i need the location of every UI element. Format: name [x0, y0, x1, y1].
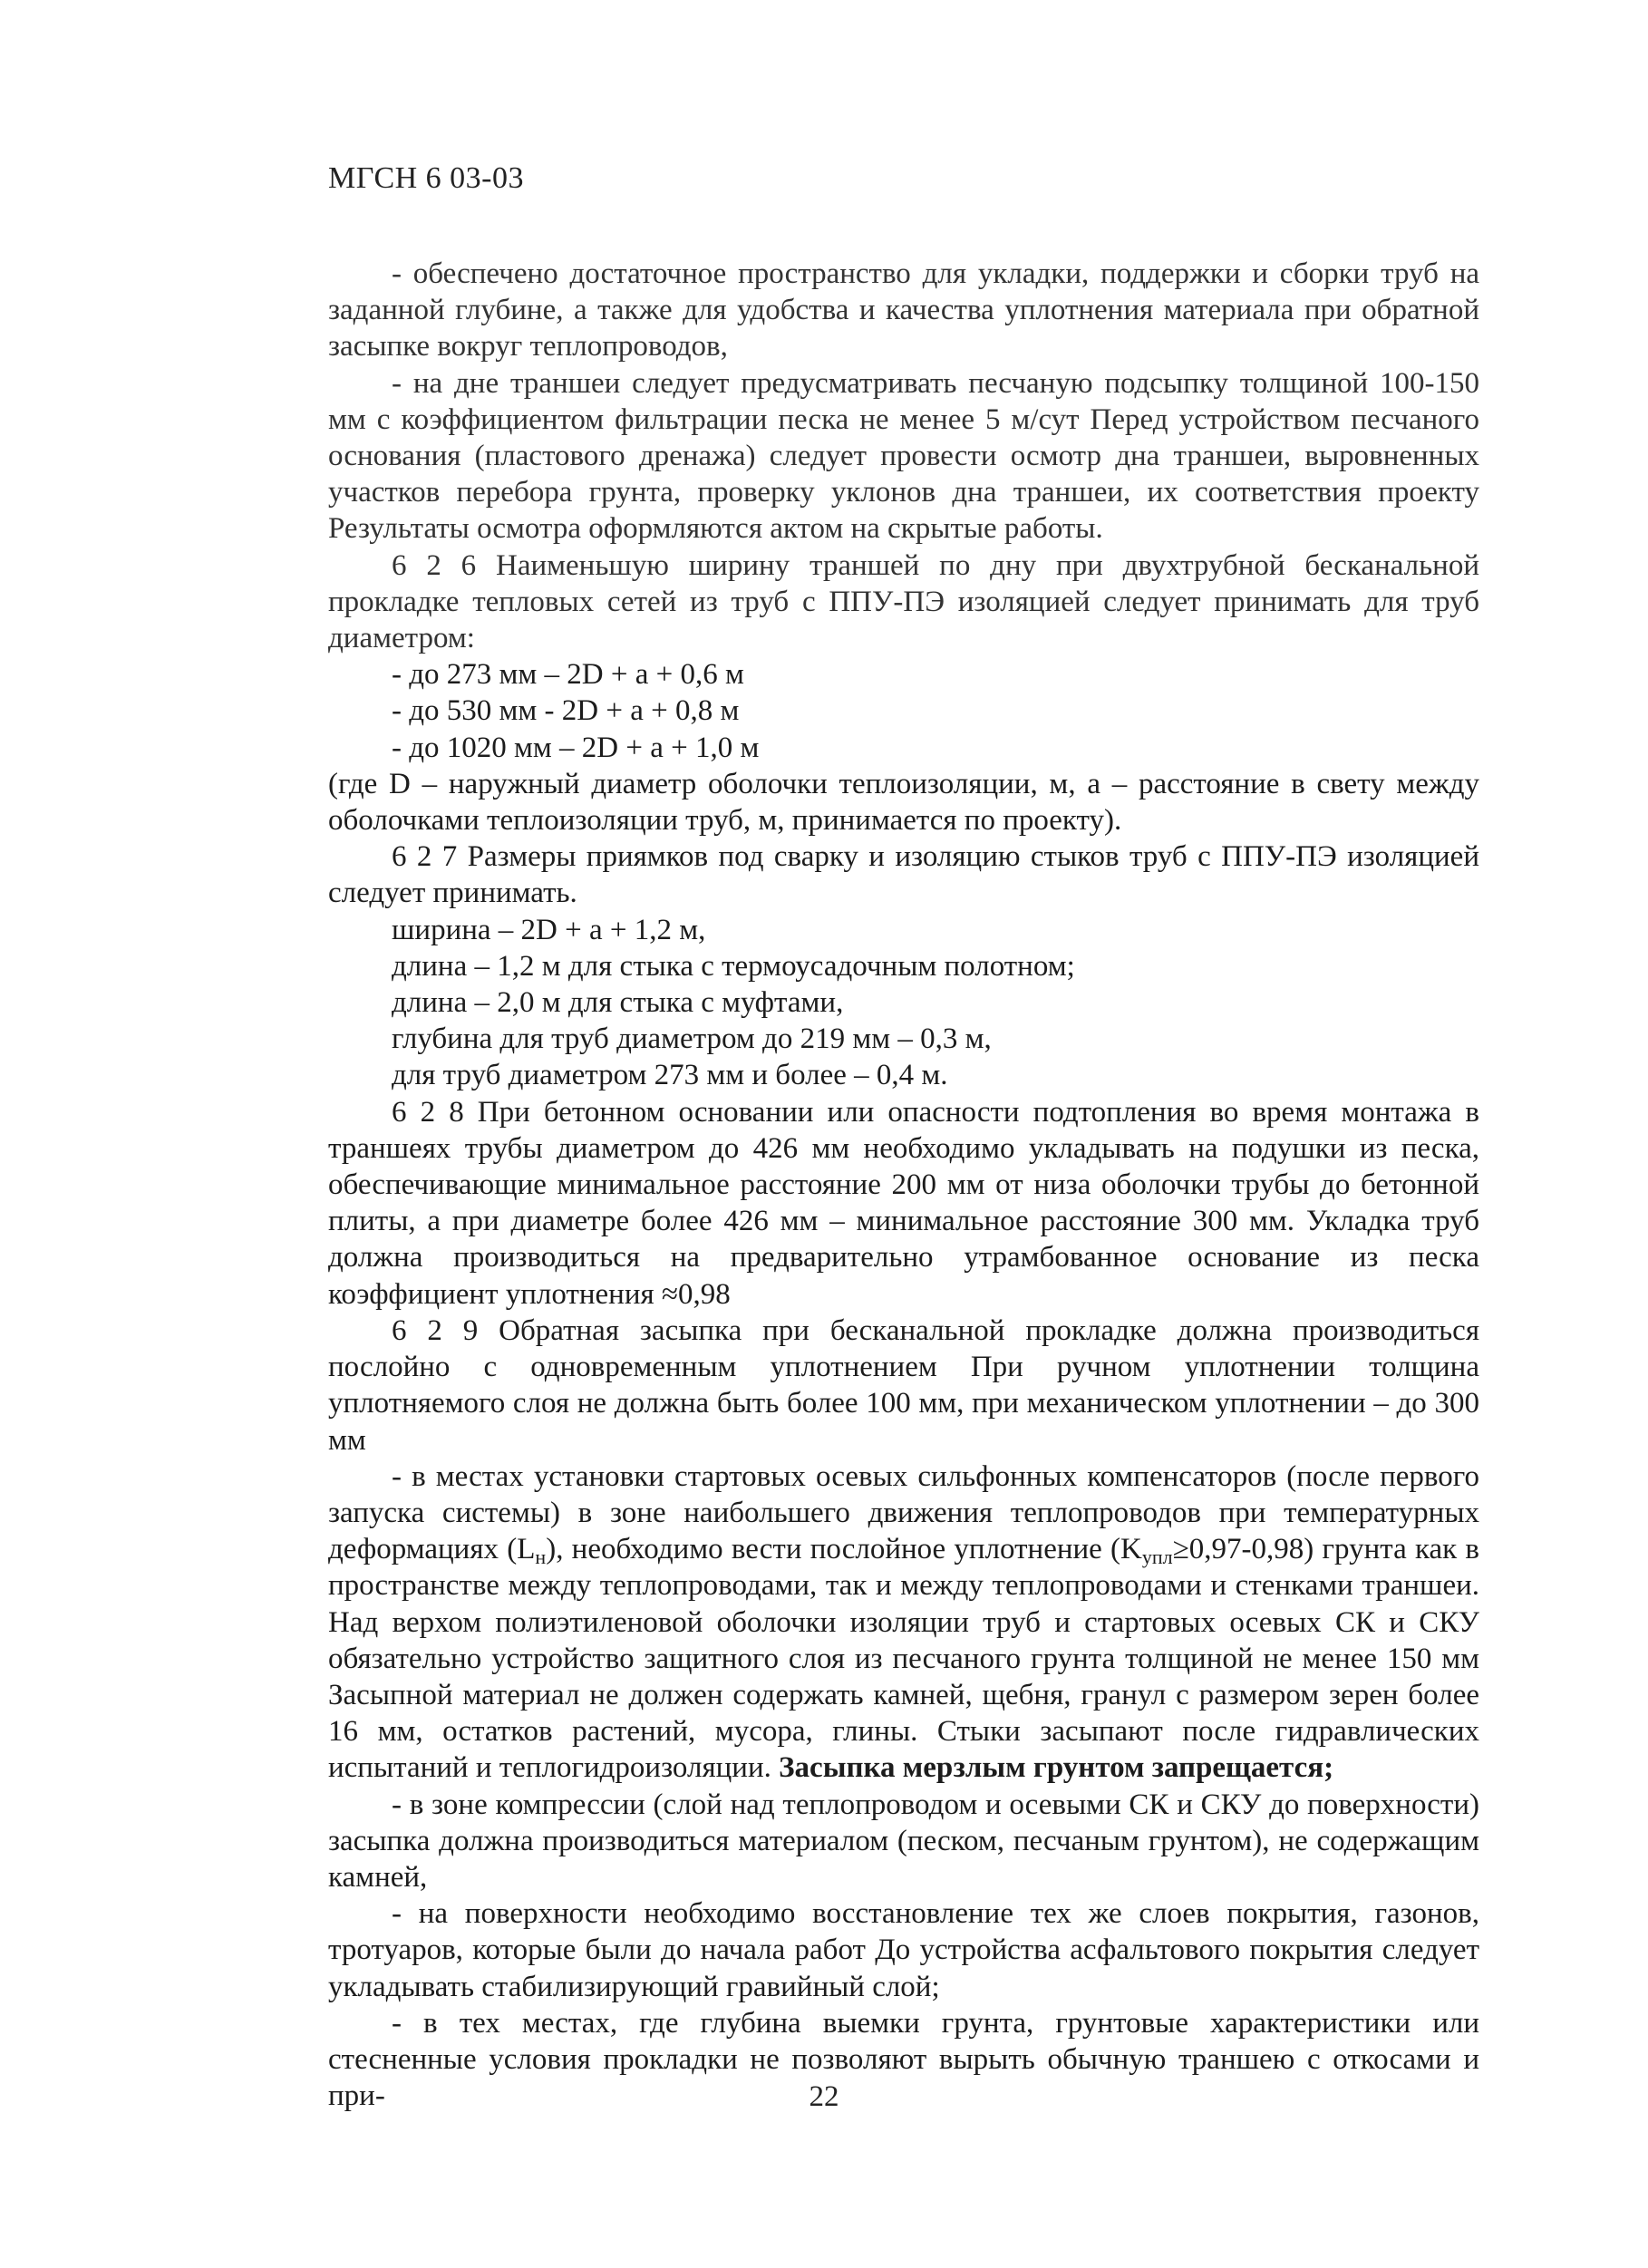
- subscript-upl: упл: [1141, 1546, 1173, 1569]
- text-segment: - в местах установки стартовых осевых сильфонных компенсаторов (после первого запуска системы) в зоне наибольшего движения теплопроводов при температурных деформациях (L: [328, 1459, 1479, 1566]
- list-item-pit-depth-273: для труб диаметром 273 мм и более – 0,4 м.: [392, 1059, 948, 1092]
- list-item-width-530: - до 530 мм - 2D + а + 0,8 м: [392, 694, 740, 728]
- paragraph-definitions: (где D – наружный диаметр оболочки теплоизоляции, м, а – расстояние в свету между оболочками теплоизоляции труб, м, принимается по проекту).: [328, 767, 1479, 838]
- list-item-pit-length-coupling: длина – 2,0 м для стыка с муфтами,: [392, 986, 844, 1020]
- paragraph-6-2-8: 6 2 8 При бетонном основании или опасности подтопления во время монтажа в траншеях трубы диаметром до 426 мм необходимо укладывать на подушки из песка, обеспечивающие минимальное расстояние 200 мм от низа оболочки трубы до бетонной плиты, а при диаметре более 426 мм – минимальное расстояние 300 мм. Укладка труб должна производиться на предварительно утрамбованное основание из песка коэффициент уплотнения ≈0,98: [328, 1095, 1479, 1311]
- paragraph-surface-restoration: - на поверхности необходимо восстановление тех же слоев покрытия, газонов, тротуаров, которые были до начала работ До устройства асфальтового покрытия следует укладывать стабилизирующий гравийный слой;: [328, 1897, 1479, 2003]
- paragraph-compensators: [328, 1459, 1479, 1787]
- document-body: [328, 256, 1479, 2114]
- bold-prohibition: Засыпка мерзлым грунтом запрещается;: [779, 1751, 1334, 1785]
- paragraph-6-2-7: 6 2 7 Размеры приямков под сварку и изоляцию стыков труб с ППУ-ПЭ изоляцией следует принимать.: [328, 840, 1479, 910]
- text-segment: ≥0,97-0,98) грунта как в пространстве между теплопроводами, так и между теплопроводами и стенками траншеи. Над верхом полиэтиленовой оболочки изоляции труб и стартовых осевых СК и СКУ обязательно устройство защитного слоя из песчаного грунта толщиной не менее 150 мм Засыпной материал не должен содержать камней, щебня, гранул с размером зерен более 16 мм, остатков растений, мусора, глины. Стыки засыпают после гидравлических испытаний и теплогидроизоляции.: [328, 1533, 1479, 1785]
- paragraph-6-2-6: 6 2 6 Наименьшую ширину траншей по дну при двухтрубной бесканальной прокладке тепловых сетей из труб с ППУ-ПЭ изоляцией следует принимать для труб диаметром:: [328, 548, 1479, 655]
- list-item-pit-length-thermo: длина – 1,2 м для стыка с термоусадочным полотном;: [392, 949, 1075, 983]
- paragraph-trench-space: - обеспечено достаточное пространство для укладки, поддержки и сборки труб на заданной глубине, а также для удобства и качества уплотнения материала при обратной засыпке вокруг теплопроводов,: [328, 257, 1479, 363]
- list-item-width-1020: - до 1020 мм – 2D + а + 1,0 м: [392, 731, 760, 764]
- document-code-header: МГСН 6 03-03: [328, 161, 524, 195]
- subscript-n: н: [535, 1546, 547, 1569]
- paragraph-constrained-conditions: - в тех местах, где глубина выемки грунта, грунтовые характеристики или стесненные условия прокладки не позволяют вырыть обычную траншею с откосами и при-: [328, 2006, 1479, 2113]
- paragraph-compression-zone: - в зоне компрессии (слой над теплопроводом и осевыми СК и СКУ до поверхности) засыпка должна производиться материалом (песком, песчаным грунтом), не содержащим камней,: [328, 1788, 1479, 1894]
- list-item-pit-width: ширина – 2D + а + 1,2 м,: [392, 913, 706, 946]
- list-item-width-273: - до 273 мм – 2D + а + 0,6 м: [392, 658, 744, 692]
- list-item-pit-depth-219: глубина для труб диаметром до 219 мм – 0,3 м,: [392, 1023, 992, 1056]
- paragraph-6-2-9: 6 2 9 Обратная засыпка при бесканальной прокладке должна производиться послойно с одновременным уплотнением При ручном уплотнении толщина уплотняемого слоя не должна быть более 100 мм, при механическом уплотнении – до 300 мм: [328, 1313, 1479, 1457]
- paragraph-sand-bedding: - на дне траншеи следует предусматривать песчаную подсыпку толщиной 100-150 мм с коэффициентом фильтрации песка не менее 5 м/сут Перед устройством песчаного основания (пластового дренажа) следует провести осмотр дна траншеи, выровненных участков перебора грунта, проверку уклонов дна траншеи, их соответствия проекту Результаты осмотра оформляются актом на скрытые работы.: [328, 366, 1479, 546]
- text-segment: ), необходимо вести послойное уплотнение (K: [546, 1533, 1142, 1566]
- page-number: 22: [809, 2080, 839, 2113]
